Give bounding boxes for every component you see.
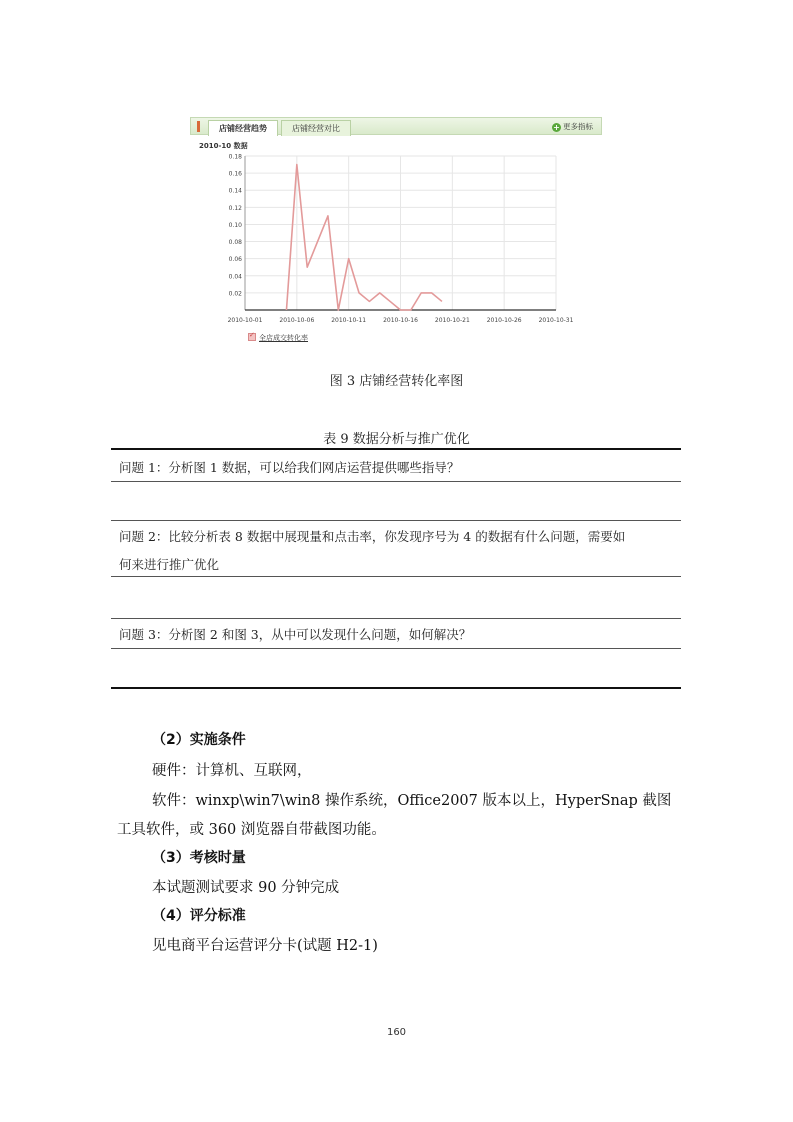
y-tick-label: 0.18 bbox=[228, 153, 242, 161]
table-caption: 表 9 数据分析与推广优化 bbox=[323, 432, 470, 447]
x-tick-label: 2010-10-31 bbox=[538, 317, 574, 324]
tab-store-compare[interactable]: 店铺经营对比 bbox=[281, 120, 351, 136]
section-4-text: 见电商平台运营评分卡(试题 H2-1) bbox=[152, 938, 378, 954]
x-tick-label: 2010-10-16 bbox=[383, 317, 418, 324]
table-rule bbox=[111, 648, 681, 649]
chart-panel bbox=[190, 113, 605, 348]
x-tick-label: 2010-10-06 bbox=[279, 317, 315, 324]
y-tick-label: 0.16 bbox=[228, 170, 242, 178]
legend-label: 全店成交转化率 bbox=[259, 334, 308, 342]
x-tick-label: 2010-10-21 bbox=[434, 317, 470, 324]
section-2-software-line2: 工具软件，或 360 浏览器自带截图功能。 bbox=[117, 822, 386, 838]
section-2-software-line1: 软件：winxp\win7\win8 操作系统，Office2007 版本以上，HyperSnap 截图 bbox=[152, 793, 672, 809]
table-top-rule bbox=[111, 448, 681, 450]
figure-caption: 图 3 店铺经营转化率图 bbox=[329, 374, 464, 389]
page-number: 160 bbox=[386, 1027, 407, 1038]
y-tick-label: 0.04 bbox=[228, 273, 242, 281]
y-tick-label: 0.08 bbox=[228, 239, 242, 247]
table-rule bbox=[111, 576, 681, 577]
y-tick-label: 0.02 bbox=[228, 290, 242, 298]
legend-checkbox[interactable] bbox=[248, 333, 256, 341]
section-3-text: 本试题测试要求 90 分钟完成 bbox=[152, 880, 340, 896]
y-tick-label: 0.06 bbox=[228, 256, 242, 264]
question-1: 问题 1：分析图 1 数据，可以给我们网店运营提供哪些指导？ bbox=[119, 460, 460, 475]
table-rule bbox=[111, 618, 681, 619]
table-rule bbox=[111, 481, 681, 482]
line-chart bbox=[190, 113, 605, 348]
chart-legend[interactable] bbox=[248, 333, 308, 343]
x-tick-label: 2010-10-26 bbox=[486, 317, 522, 324]
section-4-heading: （4）评分标准 bbox=[152, 908, 246, 924]
question-2-continued: 何来进行推广优化 bbox=[119, 557, 220, 572]
x-tick-label: 2010-10-01 bbox=[227, 317, 263, 324]
section-3-heading: （3）考核时量 bbox=[152, 850, 246, 866]
more-metrics-label: 更多指标 bbox=[563, 122, 593, 131]
question-table bbox=[111, 448, 681, 690]
table-rule bbox=[111, 520, 681, 521]
y-tick-label: 0.12 bbox=[228, 204, 242, 212]
y-tick-label: 0.14 bbox=[228, 187, 242, 195]
chart-title: 2010-10 数据 bbox=[199, 142, 248, 150]
table-bottom-rule bbox=[111, 687, 681, 689]
y-tick-label: 0.10 bbox=[228, 221, 242, 229]
section-2-heading: （2）实施条件 bbox=[152, 732, 246, 748]
question-2: 问题 2：比较分析表 8 数据中展现量和点击率，你发现序号为 4 的数据有什么问题，需要如 bbox=[119, 529, 626, 544]
series-line bbox=[286, 165, 442, 310]
question-3: 问题 3：分析图 2 和图 3，从中可以发现什么问题，如何解决？ bbox=[119, 627, 472, 642]
tab-store-trend[interactable]: 店铺经营趋势 bbox=[208, 120, 278, 136]
plus-icon: + bbox=[553, 123, 560, 132]
section-2-hardware: 硬件：计算机、互联网， bbox=[152, 763, 312, 779]
x-tick-label: 2010-10-11 bbox=[331, 317, 367, 324]
